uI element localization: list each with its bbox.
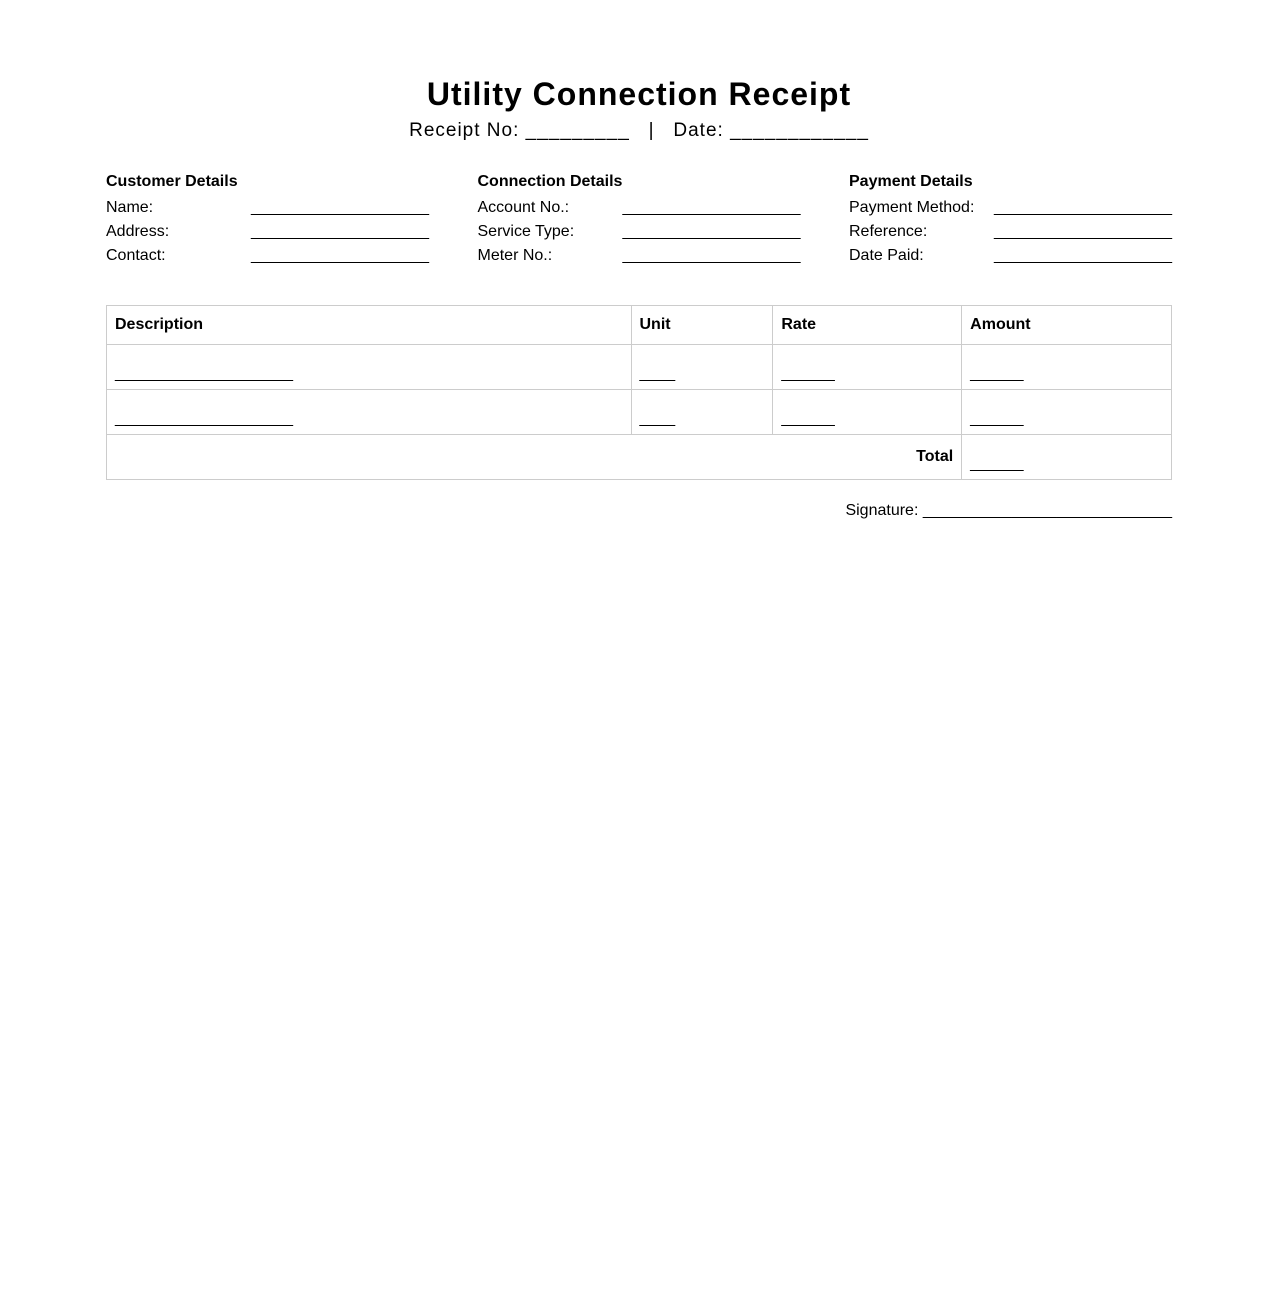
customer-details-heading: Customer Details [106, 173, 238, 190]
rate-cell[interactable]: ______ [773, 345, 962, 390]
signature-label: Signature: [845, 502, 919, 519]
total-row [107, 435, 1172, 480]
description-cell[interactable]: ____________________ [107, 390, 632, 435]
line-items-table [106, 305, 1172, 480]
connection-details [478, 172, 801, 270]
table-header-row [107, 306, 1172, 345]
payment-method-field[interactable]: ____________________ [994, 199, 1172, 216]
customer-address-label: Address: [106, 223, 170, 240]
customer-name-row [106, 198, 429, 222]
total-label: Total [107, 435, 962, 480]
reference-row [849, 222, 1172, 246]
unit-cell[interactable]: ____ [631, 345, 773, 390]
customer-contact-field[interactable]: ____________________ [251, 247, 429, 264]
customer-address-field[interactable]: ____________________ [251, 223, 429, 240]
receipt-no-label: Receipt No: [409, 120, 520, 141]
meter-no-label: Meter No.: [477, 247, 553, 264]
description-cell[interactable]: ____________________ [107, 345, 632, 390]
service-type-row [478, 222, 801, 246]
customer-name-label: Name: [106, 199, 154, 216]
customer-name-field[interactable]: ____________________ [251, 199, 429, 216]
total-amount-cell[interactable]: ______ [962, 435, 1172, 480]
account-no-field[interactable]: ____________________ [622, 199, 801, 216]
service-type-label: Service Type: [477, 223, 575, 240]
account-no-row [478, 198, 801, 222]
service-type-field[interactable]: ____________________ [622, 223, 801, 240]
header-description: Description [107, 306, 632, 345]
receipt-no-field[interactable]: _________ [525, 120, 630, 141]
table-row [107, 345, 1172, 390]
separator: | [648, 120, 655, 141]
date-paid-row [849, 246, 1172, 270]
amount-cell[interactable]: ______ [962, 390, 1172, 435]
rate-cell[interactable]: ______ [773, 390, 962, 435]
signature-field[interactable]: ____________________________ [922, 502, 1172, 519]
payment-method-label: Payment Method: [849, 199, 975, 216]
date-label: Date: [673, 120, 724, 141]
unit-cell[interactable]: ____ [631, 390, 773, 435]
connection-details-heading: Connection Details [477, 173, 623, 190]
customer-details [106, 172, 429, 270]
payment-method-row [849, 198, 1172, 222]
header-rate: Rate [773, 306, 962, 345]
payment-details-heading: Payment Details [849, 173, 973, 190]
table-row [107, 390, 1172, 435]
date-paid-label: Date Paid: [849, 247, 924, 264]
page-title: Utility Connection Receipt [426, 76, 852, 112]
receipt-meta [106, 119, 1172, 143]
account-no-label: Account No.: [477, 199, 570, 216]
reference-label: Reference: [849, 223, 928, 240]
customer-contact-row [106, 246, 429, 270]
header-unit: Unit [631, 306, 773, 345]
payment-details [849, 172, 1172, 270]
date-field[interactable]: ____________ [730, 120, 869, 141]
customer-address-row [106, 222, 429, 246]
amount-cell[interactable]: ______ [962, 345, 1172, 390]
meter-no-row [478, 246, 801, 270]
meter-no-field[interactable]: ____________________ [622, 247, 801, 264]
reference-field[interactable]: ____________________ [994, 223, 1172, 240]
date-paid-field[interactable]: ____________________ [994, 247, 1172, 264]
customer-contact-label: Contact: [106, 247, 166, 264]
signature-line [845, 500, 1172, 522]
header-amount: Amount [962, 306, 1172, 345]
details-section [106, 172, 1172, 270]
